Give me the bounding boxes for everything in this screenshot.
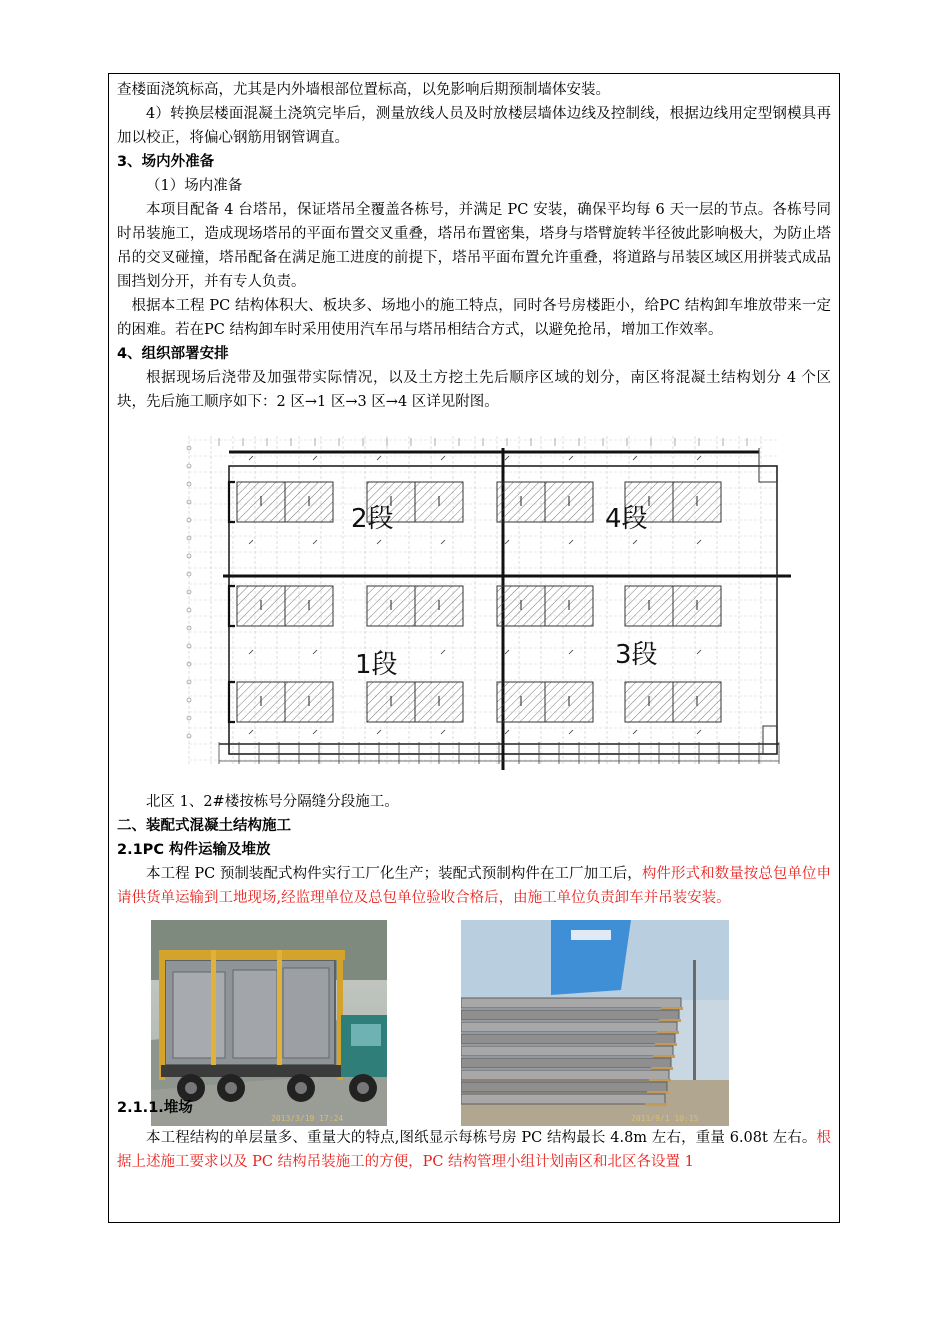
heading-organization: 4、组织部署安排 [117, 346, 229, 362]
slab-stack-image [461, 920, 729, 1126]
heading-pc-transport: 2.1PC 构件运输及堆放 [117, 842, 271, 858]
segment-label-1: 1段 [355, 650, 398, 680]
slab-photo-timestamp: 2011/9/1 10:15 [631, 1114, 699, 1123]
paragraph-elevation: 查楼面浇筑标高，尤其是内外墙根部位置标高，以免影响后期预制墙体安装。 [117, 82, 610, 98]
heading-site-prep: 3、场内外准备 [117, 154, 215, 170]
storage-yard-text: 本工程结构的单层量多、重量大的特点,图纸显示每栋号房 PC 结构最长 4.8m 左右，重量 6.08t 左右。 [146, 1130, 817, 1146]
paragraph-tower-cranes: 本项目配备 4 台塔吊，保证塔吊全覆盖各栋号，并满足 PC 安装，确保平均每 6 天一层的节点。各栋号同时吊装施工，造成现场塔吊的平面布置交叉重叠，塔吊布置密集，塔身与塔臂旋转半径彼此影响极大，为防止塔吊的交叉碰撞，塔吊配备在满足施工进度的前提下，塔吊平面布置允许重叠，将道路与吊装区域区用拼装式成品围挡划分开，并有专人负责。 [117, 202, 831, 290]
paragraph-transfer-floor: 4）转换层楼面混凝土浇筑完毕后，测量放线人员及时放楼层墙体边线及控制线，根据边线用定型钢模具再加以校正，将偏心钢筋用钢管调直。 [117, 106, 831, 146]
paragraph-south-zones: 根据现场后浇带及加强带实际情况，以及土方挖土先后顺序区域的划分，南区将混凝土结构划分 4 个区块，先后施工顺序如下：2 区→1 区→3 区→4 区详见附图。 [117, 370, 831, 410]
segment-label-3: 3段 [615, 640, 658, 670]
slab-stack-photo [461, 920, 729, 1126]
heading-storage-yard: 2.1.1.堆场 [117, 1100, 193, 1116]
site-plan-drawing [179, 426, 799, 776]
paragraph-storage-yard [117, 1126, 831, 1174]
plan-svg [179, 426, 799, 776]
document-content [117, 78, 831, 1174]
paragraph-pc-production [117, 862, 831, 910]
paragraph-pc-unloading: 根据本工程 PC 结构体积大、板块多、场地小的施工特点，同时各号房楼距小，给PC 结构卸车堆放带来一定的困难。若在PC 结构卸车时采用使用汽车吊与塔吊相结合方式，以避免抢吊，增加工作效率。 [117, 298, 831, 338]
subheading-onsite-prep: （1）场内准备 [146, 178, 243, 194]
paragraph-north-zone: 北区 1、2#楼按栋号分隔缝分段施工。 [146, 794, 399, 810]
storage-yard-red-text: 根据上述施工要求以及 PC 结构吊装施工的方便，PC 结构管理小组计划南区和北区各设置 1 [117, 1130, 831, 1170]
pc-delivery-red-text: 构件形式和数量按总包单位申请供货单运输到工地现场,经监理单位及总包单位验收合格后，由施工单位负责卸车并吊装安装。 [117, 866, 831, 906]
segment-label-4: 4段 [605, 504, 648, 534]
truck-photo-timestamp: 2013/3/19 17:24 [271, 1114, 344, 1123]
heading-prefab-construction: 二、装配式混凝土结构施工 [117, 818, 291, 834]
segment-label-2: 2段 [351, 504, 394, 534]
photo-row [117, 920, 831, 1126]
pc-production-text: 本工程 PC 预制装配式构件实行工厂化生产；装配式预制构件在工厂加工后， [146, 866, 642, 882]
document-frame [108, 73, 840, 1223]
